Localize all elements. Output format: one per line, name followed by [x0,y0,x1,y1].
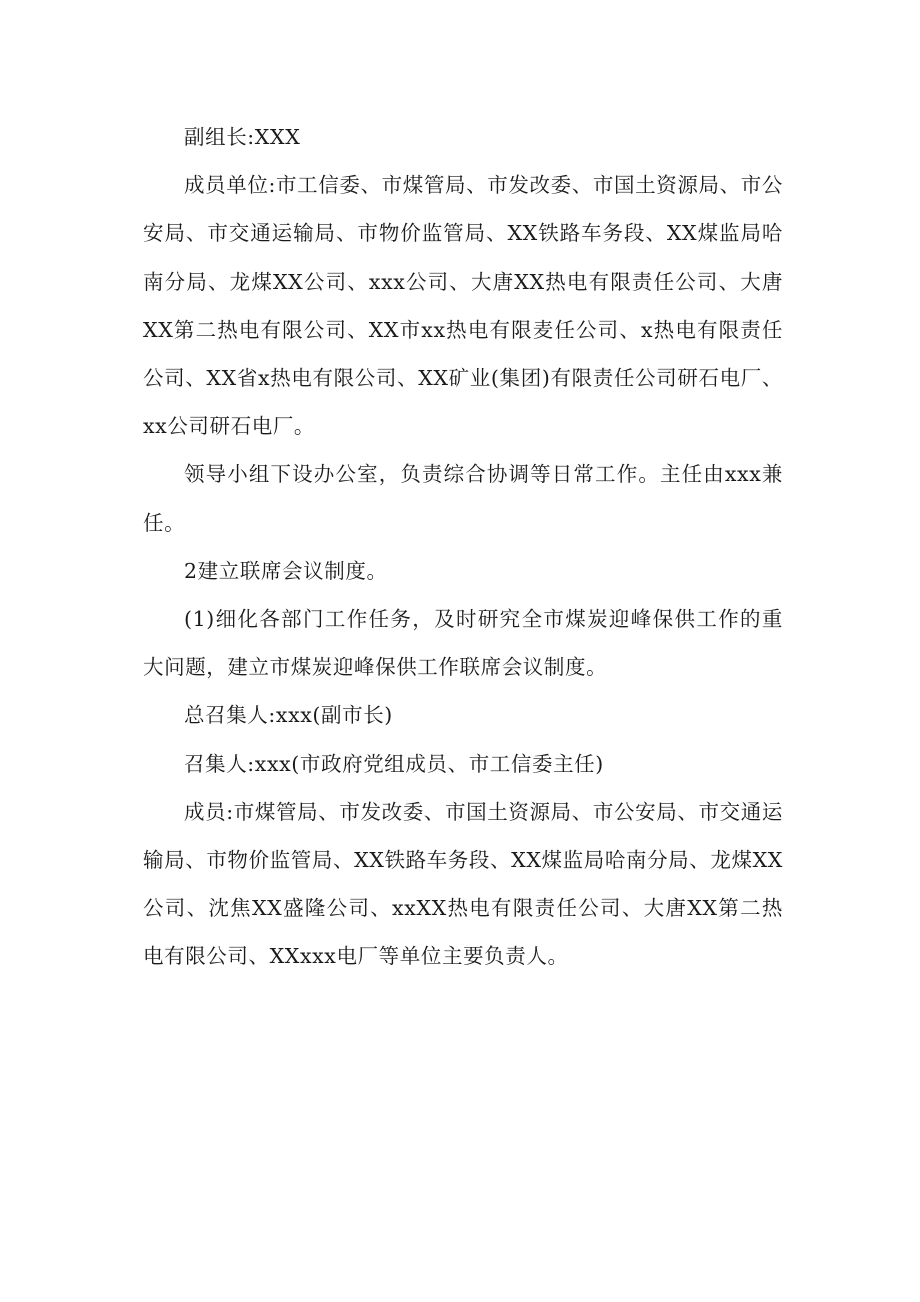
document-body [143,113,783,981]
member-units-paragraph: 成员单位:市工信委、市煤管局、市发改委、市国土资源局、市公安局、市交通运输局、市物价监管局、XX铁路车务段、XX煤监局哈南分局、龙煤XX公司、xxx公司、大唐XX热电有限责任公司、大唐XX第二热电有限公司、XX市xx热电有限麦任公司、x热电有限责任公司、XX省x热电有限公司、XX矿业(集团)有限责任公司研石电厂、xx公司研石电厂。 [143,173,783,439]
section-heading-joint-meeting: 2建立联席会议制度。 [184,558,388,583]
deputy-leader-line: 副组长:XXX [184,125,301,149]
members-paragraph: 成员:市煤管局、市发改委、市国土资源局、市公安局、市交通运输局、市物价监管局、XX铁路车务段、XX煤监局哈南分局、龙煤XX公司、沈焦XX盛隆公司、xxXX热电有限责任公司、大唐XX第二热电有限公司、XXxxx电厂等单位主要负责人。 [143,799,783,969]
chief-convener-line: 总召集人:xxx(副市长) [184,703,393,728]
office-paragraph: 领导小组下设办公室，负责综合协调等日常工作。主任由xxx兼任。 [143,462,783,535]
convener-line: 召集人:xxx(市政府党组成员、市工信委主任) [184,751,604,776]
task-refinement-paragraph: (1)细化各部门工作任务，及时研究全市煤炭迎峰保供工作的重大问题，建立市煤炭迎峰保供工作联席会议制度。 [143,607,783,680]
